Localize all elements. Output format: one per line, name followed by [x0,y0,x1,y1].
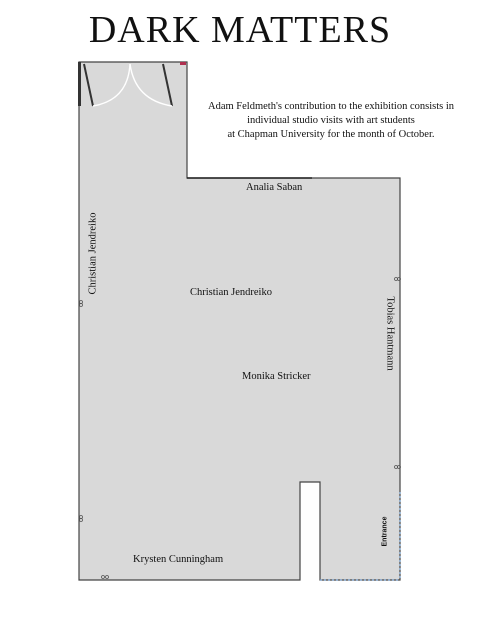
page-title: DARK MATTERS [88,9,392,51]
artist-label-center: Christian Jendreiko [190,287,272,298]
entrance-label: Entrance [381,516,389,547]
artist-label-bottom: Krysten Cunningham [133,554,224,565]
artist-label-right-wall: Tobias Hantmann [384,296,396,371]
artist-label-left-wall: Christian Jendreiko [87,212,99,295]
note-line-3: at Chapman University for the month of October. [227,129,435,140]
artist-label-top: Analia Saban [246,182,303,193]
artist-label-center-lower: Monika Stricker [242,371,311,382]
wall-column [78,62,81,106]
note-line-1: Adam Feldmeth's contribution to the exhibition consists in [208,101,454,112]
wall-marker [180,62,186,65]
note-line-2: individual studio visits with art students [247,115,415,126]
exhibition-note [196,100,466,142]
